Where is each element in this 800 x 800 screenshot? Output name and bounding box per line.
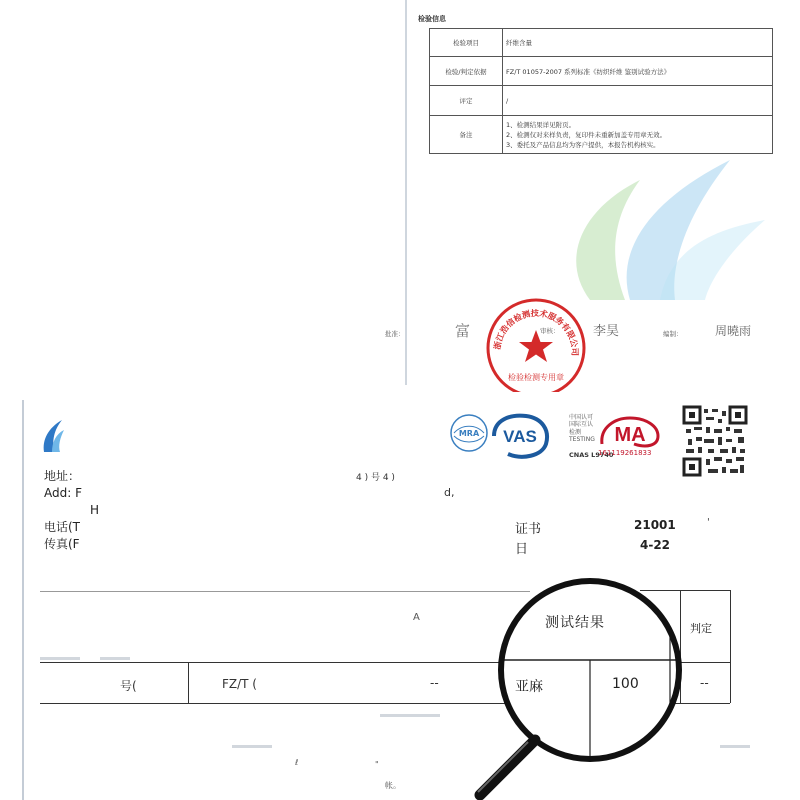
qr-code [682,405,748,477]
row-value: / [503,86,773,116]
magnifier-icon [440,570,780,800]
cma-code: 161119261833 [598,449,652,457]
remark-line: 1、检测结果详见附页。 [506,120,576,129]
svg-text:浙江浩信检测技术服务有限公司: 浙江浩信检测技术服务有限公司 [491,307,581,356]
table-row [430,116,773,154]
remark-line: 2、检测仅对来样负责，复印件未重新加盖专用章无效。 [506,130,667,139]
watermark-logo [530,150,770,300]
verdict-header: 判定 [690,622,712,635]
inspection-info-table [429,28,773,154]
smudge [100,657,130,660]
lens-results-header: 测试结果 [545,615,605,631]
verdict-cell: -- [700,676,709,690]
table-cell: A [413,612,420,623]
address-line: Add: F [44,486,82,500]
row-label: 备注 [430,116,503,154]
mark: ' [707,517,710,528]
company-seal [484,296,588,400]
signature-row [385,318,795,348]
address-fragment: d, [444,486,455,499]
tested-signature: 周曉雨 [715,324,752,338]
smudge [232,745,272,748]
row-label: 检验/判定依据 [430,57,503,86]
row-label: 评定 [430,86,503,116]
seal-bottom-text: 检验检测专用章 [508,373,564,382]
fax-line: 传真(F [44,537,80,551]
cnas-line: TESTING [569,436,595,444]
smudge [40,657,80,660]
address-fragment: 4 ) 号 4 ) [356,473,395,483]
date-label: 日 [515,542,529,557]
tested-label: 编制： [663,330,683,338]
table-row [430,86,773,116]
cnas-line: 中国认可 [569,414,594,421]
section-title: 检验信息 [418,15,446,23]
approved-label: 批准： [385,330,405,338]
table-cell: 号( [120,679,137,693]
svg-text:VAS: VAS [503,427,537,446]
remarks-cell [503,116,773,154]
table-row [430,57,773,86]
footer-fragment: ℓ [295,758,299,767]
cnas-line: 检测 [569,428,582,436]
row-label: 检验项目 [430,29,503,57]
lens-fiber-value: 100 [612,676,639,692]
cnas-text [569,414,595,444]
address-line: 地址： [44,469,81,483]
reviewed-label: 审核： [540,327,560,335]
svg-text:MRA: MRA [458,429,480,438]
table-cell: -- [430,676,439,690]
table-cell: FZ/T ( [222,677,257,691]
certificate-label: 证书 [515,522,542,537]
reviewed-signature: 李昊 [593,324,620,339]
row-value: 纤维含量 [503,29,773,57]
phone-line: 电话(T [44,520,81,534]
table-row [430,29,773,57]
cnas-line: 国际互认 [569,421,594,429]
date-value: 4-22 [640,538,671,552]
address-line: H [90,503,100,517]
certificate-number: 21001 [634,518,676,532]
cnas-code: CNAS L9740 [569,451,614,459]
footer-fragment: " [375,760,379,769]
address-block [44,468,99,553]
ilac-mra-logo [448,412,490,454]
footer-fragment: 帐。 [385,781,401,790]
remark-line: 3、委托及产品信息均为客户提供，本报告机构核实。 [506,140,660,149]
page-edge [22,400,24,800]
lens-fiber-name: 亚麻 [515,679,543,695]
smudge [380,714,440,717]
row-value: FZ/T 01057-2007 系列标准《纺织纤维 鉴别试验方法》 [503,57,773,86]
approved-signature: 富 [455,322,471,340]
company-logo-icon [40,418,66,452]
table-line [188,662,189,703]
svg-text:MA: MA [614,424,646,446]
